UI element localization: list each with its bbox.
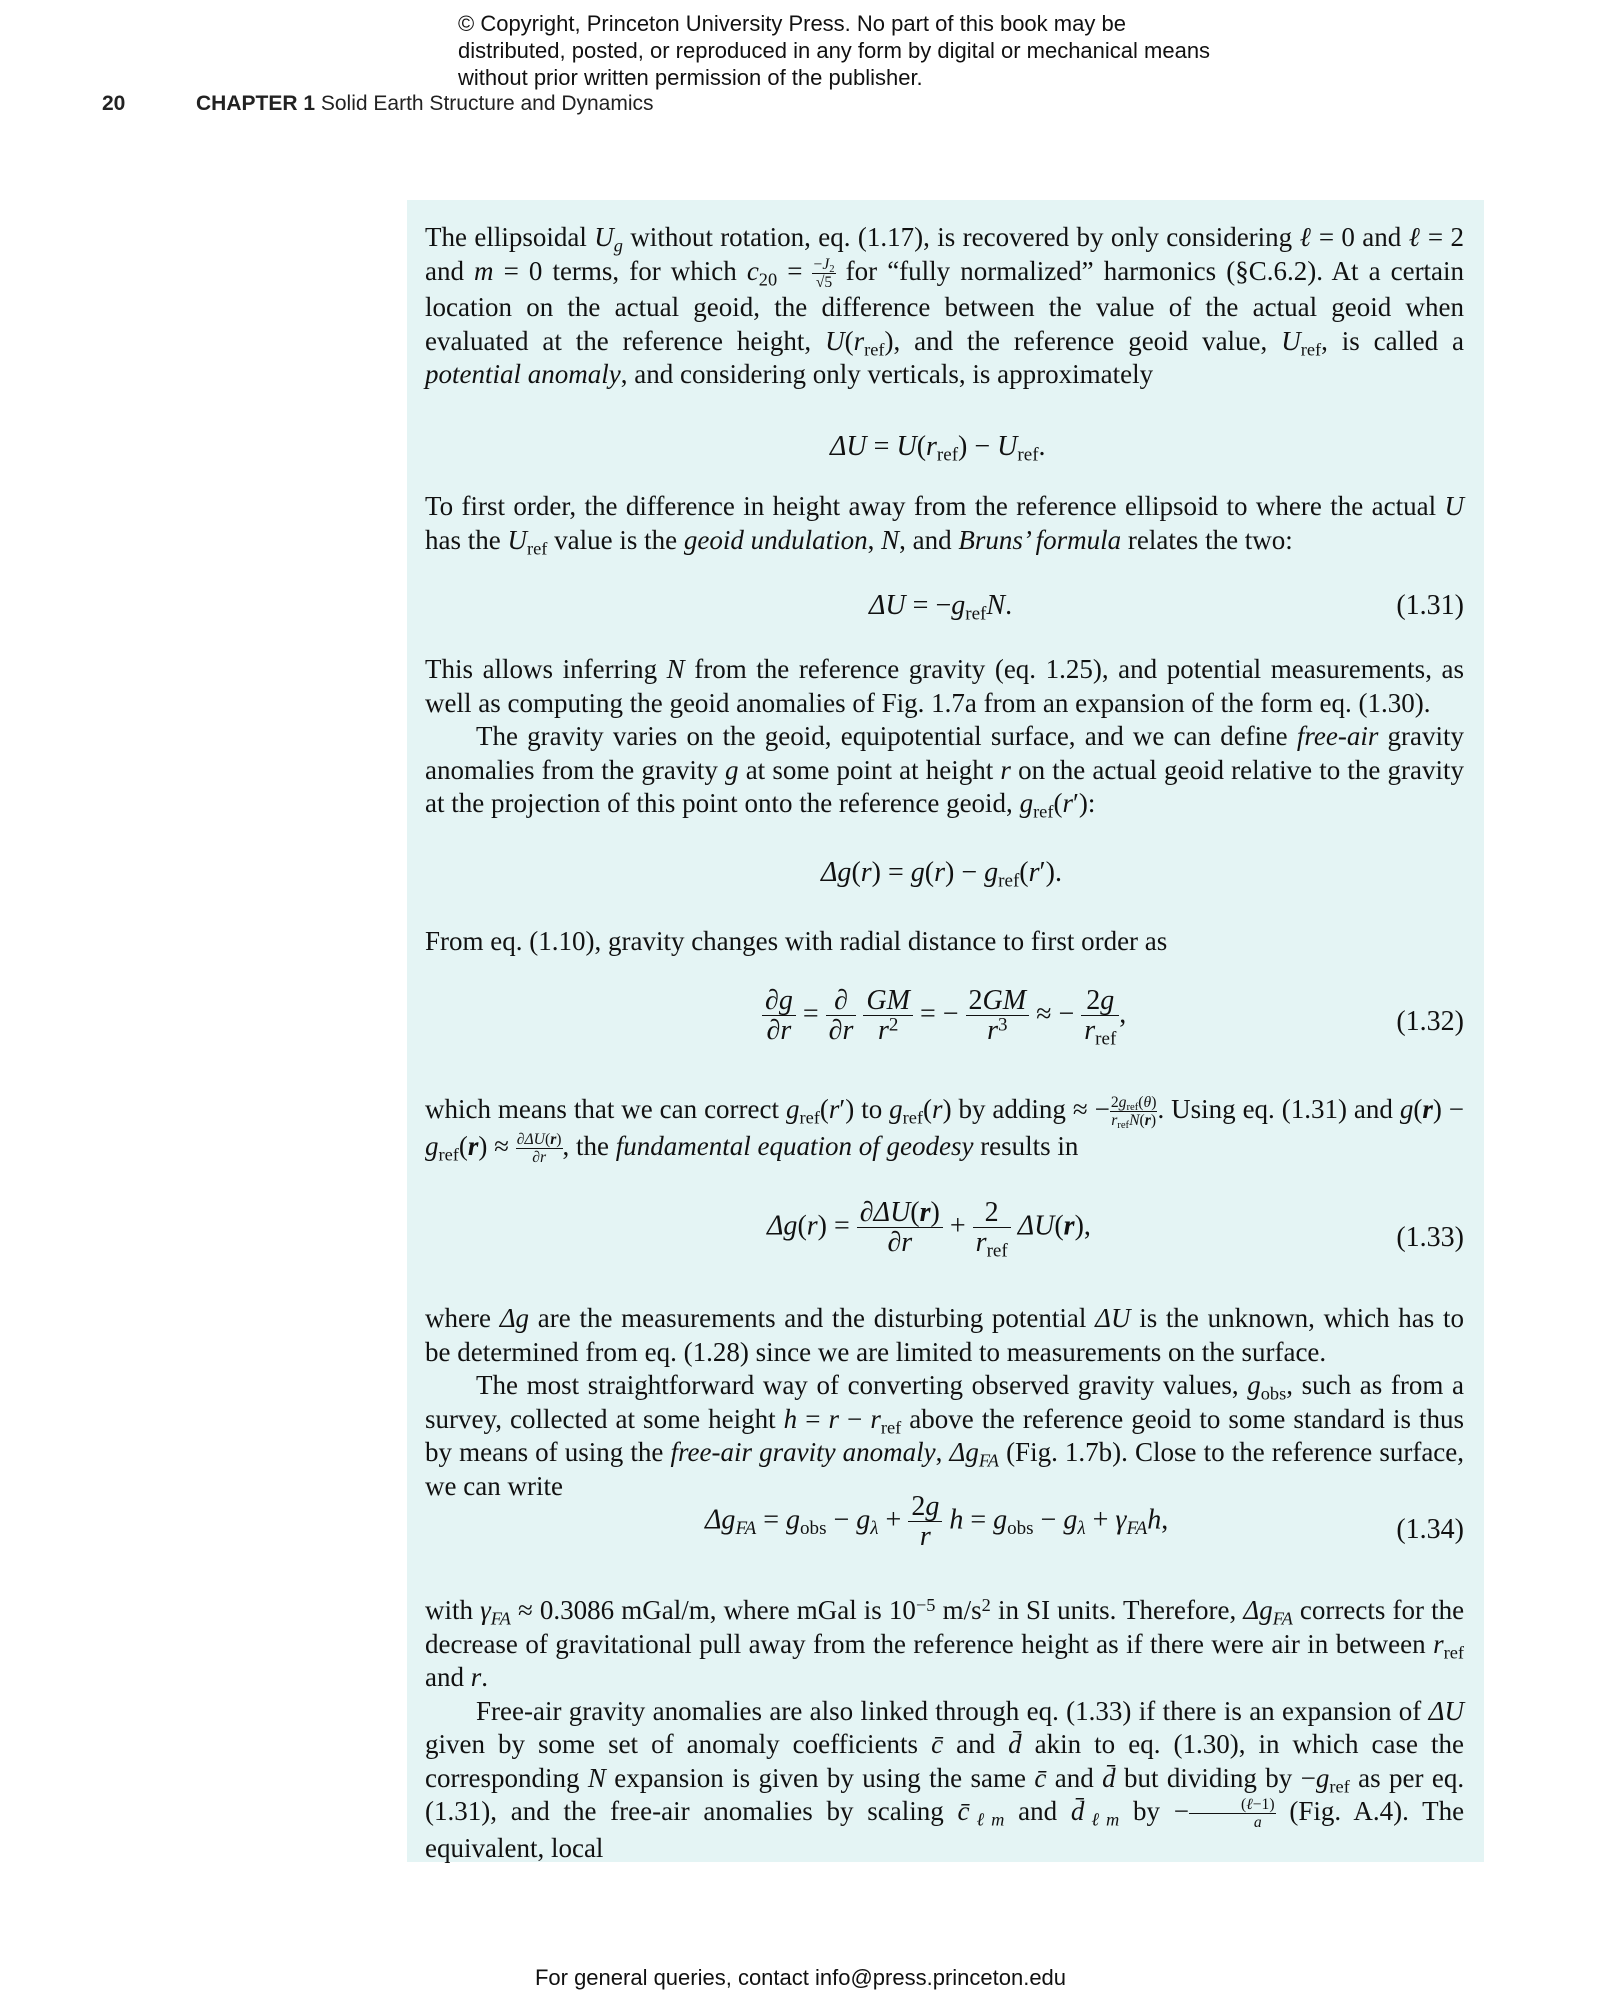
paragraph-from-eq-110: From eq. (1.10), gravity changes with radial distance to first order as [425, 926, 1168, 956]
paragraph-ellipsoidal: The ellipsoidal $U_g$ without rotation, eq. (1.17), is recovered by only considering ℓ = 0 and ℓ = 2 and m = 0 terms, for which $c_{20}$ = $\frac{-J_2}{√5}$ for “fully normalized” harmonics (§C.6.2). At a certain location on the actual geoid, the difference between the value of the actual geoid when evaluated at the reference height, $U(r_{ref})$, and the reference geoid value, $U_{ref}$, is called a potential anomaly, and considering only verticals, is approximately [425, 222, 1465, 390]
equation-number: (1.32) [1396, 1006, 1464, 1037]
paragraph-measurements: where Δg are the measurements and the disturbing potential ΔU is the unknown, which has to be determined from eq. (1.28) since we are limited to measurements on the surface. The most straightforward way of converting observed gravity values, $g_{obs}$, such as from a survey, collected at some height $h = r - r_{ref}$ above the reference geoid to some standard is thus by means of using the free-air gravity anomaly, $\Delta g_{FA}$ (Fig. 1.7b). Close to the reference surface, we can write [425, 1302, 1464, 1503]
chapter-title: Solid Earth Structure and Dynamics [320, 92, 654, 115]
equation-number: (1.34) [1396, 1514, 1464, 1545]
paragraph-free-air-expansion: Free-air gravity anomalies are also linked through eq. (1.33) if there is an expansion of ΔU given by some set of anomaly coefficients c̄ and d̄ akin to eq. (1.30), in which case the corresponding N expansion is given by using the same c̄ and d̄ but dividing by $-g_{ref}$ as per eq. (1.31), and the free-air anomalies by scaling $c̄_{\ell m}$ and $d̄_{\ell m}$ by − $\frac{\text{(ℓ−1)}}{a}$ (Fig. A.4). The equivalent, local [425, 1695, 1465, 1863]
running-head [196, 92, 654, 116]
equation-number: (1.31) [1396, 590, 1464, 621]
equation-number: (1.33) [1396, 1222, 1464, 1253]
paragraph-gamma-fa: with $\gamma_{FA} \approx 0.3086$ mGal/m, where mGal is $10^{-5}$ $m/s^2$ in SI units. Therefore, $\Delta g_{FA}$ corrects for the decrease of gravitational pull away from the reference height as if there were air in between $r_{ref}$ and r. Free-air gravity anomalies are also linked through eq. (1.33) if there is an expansion of ΔU given by some set of anomaly coefficients c̄ and d̄ akin to eq. (1.30), in which case the corresponding N expansion is given by using the same c̄ and d̄ but dividing by $-g_{ref}$ as per eq. (1.31), and the free-air anomalies by scaling $c̄_{\ell m}$ and $d̄_{\ell m}$ by − $\frac{\text{(ℓ−1)}}{a}$ (Fig. A.4). The equivalent, local [425, 1594, 1464, 1865]
equation-1-32: $\frac{\partial g}{\partial r}$ = $\frac{\partial}{\partial r}$ $\frac{GM}{r^2}$ = − $\frac{2GM}{r^3}$ ≈ − $\frac{2g}{r_{ref}}$ , (1.32) [425, 982, 1464, 1062]
page-number: 20 [102, 92, 126, 115]
equation-delta-u: $\Delta U = U(r_{ref}) - U_{ref}$. [830, 431, 1046, 466]
chapter-label: CHAPTER 1 [196, 92, 316, 115]
paragraph-correct-gravity: which means that we can correct $g_{ref}(r')$ to $g_{ref}(r)$ by adding ≈ − $\frac{2g_{ref}(\theta)}{r_{ref}N(r)}$ . Using eq. (1.31) and $g(r) - g_{ref}(r)$ ≈ $\frac{\partial\Delta U(r)}{\partial r}$ , the fundamental equation of geodesy results in [425, 1094, 1464, 1166]
equation-1-33: Δg(r) = $\frac{\partial\Delta U(r)}{\partial r}$ + $\frac{2}{r_{ref}}$ ΔU(r), (1.33) [767, 1197, 1464, 1263]
footer-contact: For general queries, contact info@press.princeton.edu [534, 1965, 1067, 1990]
equation-1-34: $\Delta g_{FA} = g_{obs} - g_\lambda$ + $\frac{2g}{r}$ $h = g_{obs} - g_\lambda + \gamma_{FA}h$, (1.34) [705, 1491, 1464, 1553]
paragraph-gravity-varies: The gravity varies on the geoid, equipotential surface, and we can define free-air gravity anomalies from the gravity g at some point at height r on the actual geoid relative to the gravity at the projection of this point onto the reference geoid, $g_{ref}(r')$: [425, 721, 1465, 822]
equation-1-31: $\Delta U = -g_{ref}N$. (1.31) [869, 590, 1464, 625]
paragraph-straightforward: The most straightforward way of converting observed gravity values, $g_{obs}$, such as from a survey, collected at some height $h = r - r_{ref}$ above the reference geoid to some standard is thus by means of using the free-air gravity anomaly, $\Delta g_{FA}$ (Fig. 1.7b). Close to the reference surface, we can write [425, 1370, 1465, 1501]
paragraph-first-order: To first order, the difference in height away from the reference ellipsoid to where the actual U has the $U_{ref}$ value is the geoid undulation, N, and Bruns’ formula relates the two: [425, 491, 1465, 558]
copyright-notice: © Copyright, Princeton University Press. No part of this book may be distributed, posted, or reproduced in any form by digital or mechanical means without prior written permission of the publisher. [458, 11, 1211, 90]
equation-delta-g: $\Delta g(r) = g(r) - g_{ref}(r')$. [821, 857, 1062, 892]
paragraph-inferring: This allows inferring N from the reference gravity (eq. 1.25), and potential measurements, as well as computing the geoid anomalies of Fig. 1.7a from an expansion of the form eq. (1.30). The gravity varies on the geoid, equipotential surface, and we can define free-air gravity anomalies from the gravity g at some point at height r on the actual geoid relative to the gravity at the projection of this point onto the reference geoid, $g_{ref}(r')$: [425, 654, 1465, 822]
